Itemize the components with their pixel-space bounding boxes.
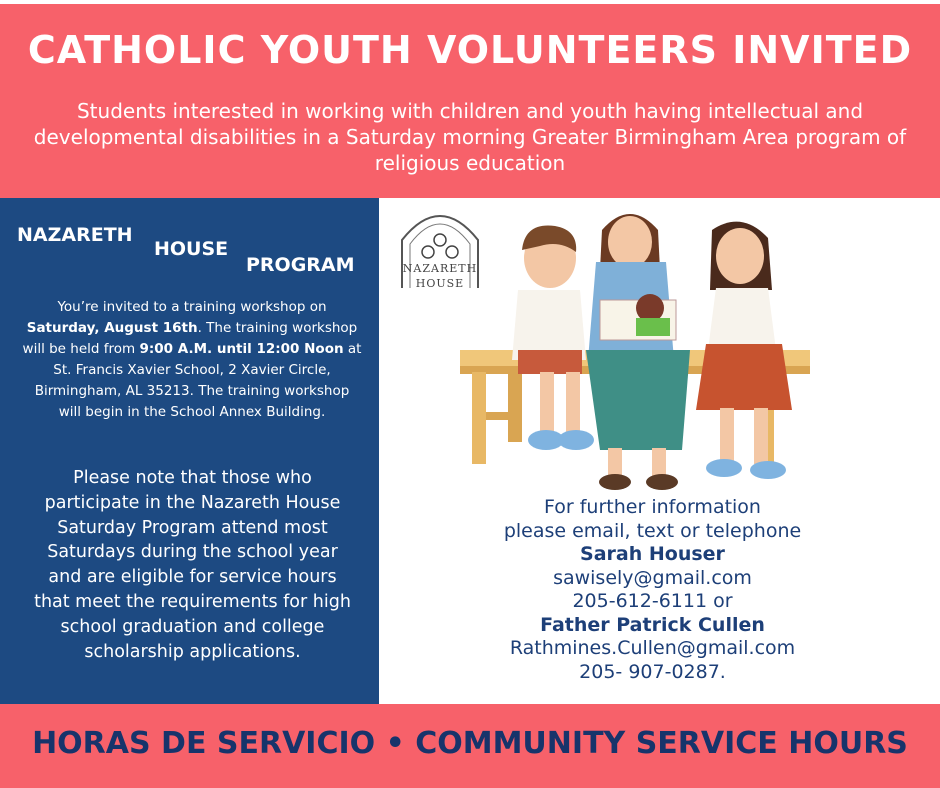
contact-phone-1: 205-612-6111 or bbox=[572, 590, 733, 612]
contact-phone-2: 205- 907-0287. bbox=[579, 660, 726, 683]
boy-figure bbox=[512, 226, 594, 451]
program-title-word-3: PROGRAM bbox=[246, 254, 355, 276]
program-note: Please note that those who participate in the Nazareth House Saturday Program attend most Saturdays during the school year and are eligible for service hours that meet the requirements for high school graduation and college scholarship applications. bbox=[34, 468, 351, 662]
contact-name-2: Father Patrick Cullen bbox=[540, 613, 765, 636]
program-title-word-2: HOUSE bbox=[154, 238, 229, 260]
footer-title: HORAS DE SERVICIO • COMMUNITY SERVICE HOURS bbox=[32, 726, 908, 761]
contact-intro-2: please email, text or telephone bbox=[503, 519, 802, 542]
contact-email-1: sawisely@gmail.com bbox=[553, 566, 752, 589]
logo-line-1: NAZARETH bbox=[402, 262, 478, 275]
logo-line-2: HOUSE bbox=[415, 277, 465, 290]
workshop-date: Saturday, August 16th bbox=[26, 320, 198, 336]
page-subtitle: Students interested in working with children and youth having intellectual and developmental disabilities in a Saturday morning Greater Birmingham Area program of religious education bbox=[33, 99, 907, 175]
workshop-details bbox=[22, 297, 362, 423]
contact-info bbox=[480, 496, 825, 684]
workshop-text-3: at St. Francis Xavier School, 2 Xavier Circle, Birmingham, AL 35213. The training workshop will begin in the School Annex Building. bbox=[34, 341, 362, 420]
workshop-time: 9:00 A.M. until 12:00 Noon bbox=[139, 341, 344, 357]
girl-figure bbox=[696, 222, 792, 479]
nazareth-house-logo bbox=[402, 216, 478, 290]
contact-intro-1: For further information bbox=[544, 496, 761, 518]
workshop-text-1: You’re invited to a training workshop on bbox=[57, 299, 327, 315]
workshop-text-2: . The training workshop will be held from bbox=[22, 320, 358, 357]
contact-email-2: Rathmines.Cullen@gmail.com bbox=[509, 637, 796, 659]
page-title: CATHOLIC YOUTH VOLUNTEERS INVITED bbox=[27, 28, 913, 72]
teacher-figure bbox=[586, 214, 690, 490]
contact-name-1: Sarah Houser bbox=[580, 543, 725, 565]
program-title-word-1: NAZARETH bbox=[17, 224, 133, 246]
teacher-children-illustration bbox=[390, 200, 930, 500]
